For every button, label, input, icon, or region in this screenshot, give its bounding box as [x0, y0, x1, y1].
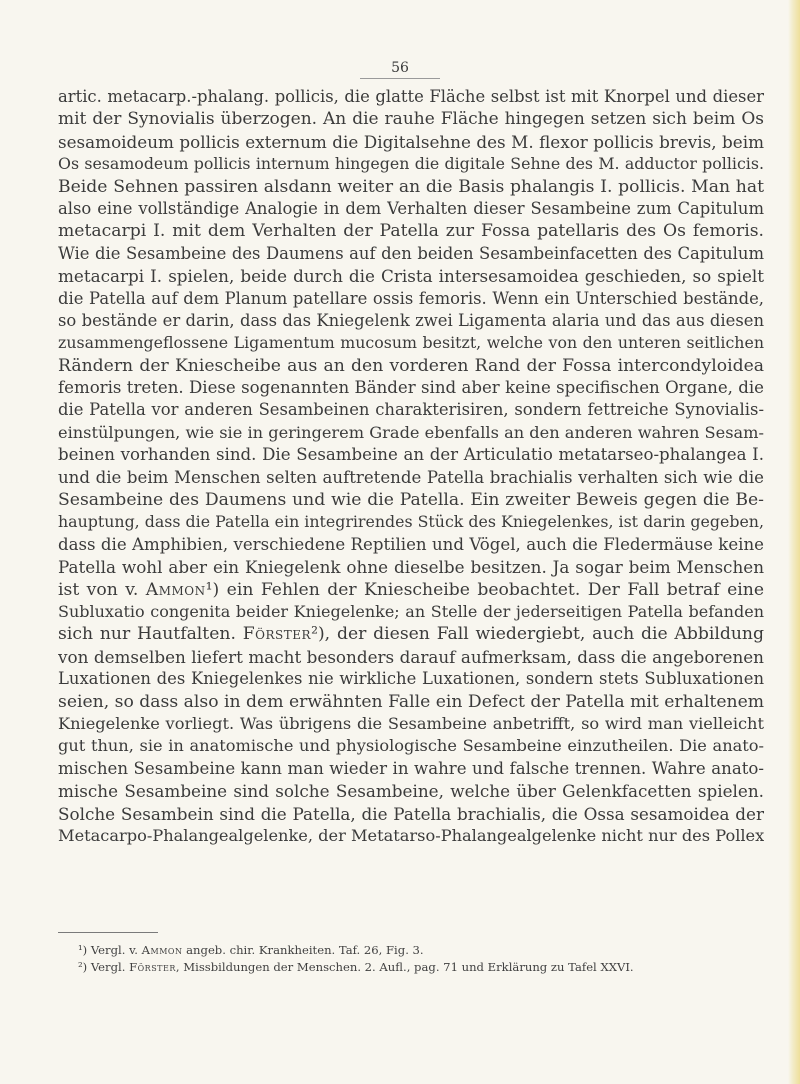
body-line: mischen Sesambeine kann man wieder in wahre und falsche trennen. Wahre anato- [58, 758, 764, 778]
body-line: Sesambeine des Daumens und wie die Patella. Ein zweiter Beweis gegen die Be- [58, 490, 764, 511]
footnote-2 [78, 959, 698, 976]
text-run: Vergl. v. [90, 943, 142, 957]
body-line: Wie die Sesambeine des Daumens auf den beiden Sesambeinfacetten des Capitulum [58, 243, 764, 263]
footnote-ref-1: ¹) [205, 579, 220, 600]
footnote-mark: ²) [78, 960, 88, 974]
body-line: artic. metacarp.-phalang. pollicis, die glatte Fläche selbst ist mit Knorpel und dieser [58, 87, 764, 106]
body-line: metacarpi I. mit dem Verhalten der Patella zur Fossa patellaris des Os femoris. [58, 221, 764, 242]
author-name-foerster: Förster [129, 960, 176, 974]
body-line: beinen vorhanden sind. Die Sesambeine an der Articulatio metatarseo-phalangea I. [58, 445, 764, 465]
footnote-mark: ¹) [78, 943, 88, 957]
body-line: Kniegelenke vorliegt. Was übrigens die Sesambeine anbetrifft, so wird man vielleicht [58, 713, 764, 733]
body-line: so bestände er darin, dass das Kniegelenk zwei Ligamenta alaria und das aus diesen [58, 310, 764, 330]
text-run: , Missbildungen der Menschen. 2. Aufl., pag. 71 und Erklärung zu Tafel XXVI. [175, 960, 634, 974]
body-line: die Patella vor anderen Sesambeinen charakterisiren, sondern fettreiche Synovialis- [58, 400, 764, 420]
page-edge [788, 0, 800, 1084]
body-text [58, 86, 764, 847]
body-line: einstülpungen, wie sie in geringerem Grade ebenfalls an den anderen wahren Sesam- [58, 422, 764, 442]
author-name-foerster: Förster [242, 624, 312, 645]
body-line: Luxationen des Kniegelenkes nie wirkliche Luxationen, sondern stets Subluxationen [58, 669, 764, 689]
author-name-ammon: Ammon [141, 943, 183, 957]
body-line: also eine vollständige Analogie in dem Verhalten dieser Sesambeine zum Capitulum [58, 198, 764, 218]
body-line-ammon [58, 579, 764, 601]
body-line: mit der Synovialis überzogen. An die rauhe Fläche hingegen setzen sich beim Os [58, 109, 764, 130]
body-line: Subluxatio congenita beider Kniegelenke; an Stelle der jederseitigen Patella befanden [58, 601, 764, 621]
text-run: sich nur Hautfalten. [58, 624, 243, 645]
body-line-foerster [58, 623, 764, 645]
body-line: Solche Sesambein sind die Patella, die Patella brachialis, die Ossa sesamoidea der [58, 803, 764, 824]
body-line: Beide Sehnen passiren alsdann weiter an die Basis phalangis I. pollicis. Man hat [58, 176, 764, 197]
body-line: zusammengeflossene Ligamentum mucosum besitzt, welche von den unteren seitlichen [58, 333, 764, 353]
body-line: femoris treten. Diese sogenannten Bänder sind aber keine specifischen Organe, die [58, 378, 764, 398]
text-run: angeb. chir. Krankheiten. Taf. 26, Fig. 3. [182, 943, 424, 957]
body-line: seien, so dass also in dem erwähnten Falle ein Defect der Patella mit erhaltenem [58, 691, 764, 712]
body-line: sesamoideum pollicis externum die Digitalsehne des M. flexor pollicis brevis, beim [58, 131, 764, 152]
author-name-ammon: Ammon [145, 579, 206, 600]
text-run: ist von v. [58, 579, 146, 600]
body-line: Rändern der Kniescheibe aus an den vorderen Rand der Fossa intercondyloidea [58, 355, 764, 376]
footnote-1 [78, 942, 698, 959]
body-line: hauptung, dass die Patella ein integrirendes Stück des Kniegelenkes, ist darin gegeben, [58, 512, 764, 532]
body-line: die Patella auf dem Planum patellare ossis femoris. Wenn ein Unterschied bestände, [58, 288, 764, 308]
body-line: und die beim Menschen selten auftretende Patella brachialis verhalten sich wie die [58, 467, 764, 487]
body-line: metacarpi I. spielen, beide durch die Crista intersesamoidea geschieden, so spielt [58, 266, 764, 287]
text-run: Vergl. [90, 960, 130, 974]
body-line: gut thun, sie in anatomische und physiologische Sesambeine einzutheilen. Die anato- [58, 736, 764, 756]
body-line: mische Sesambeine sind solche Sesambeine, welche über Gelenkfacetten spielen. [58, 781, 764, 802]
body-line: Patella wohl aber ein Kniegelenk ohne dieselbe besitzen. Ja sogar beim Menschen [58, 557, 764, 578]
body-line: dass die Amphibien, verschiedene Reptilien und Vögel, auch die Fledermäuse keine [58, 534, 764, 554]
body-line: Os sesamodeum pollicis internum hingegen die digitale Sehne des M. adductor pollicis. [58, 154, 764, 174]
footnotes [78, 942, 698, 976]
text-run: , der diesen Fall wiedergiebt, auch die Abbildung [324, 624, 764, 645]
footnote-ref-2: ²) [311, 624, 325, 645]
text-run: ein Fehlen der Kniescheibe beobachtet. Der Fall betraf eine [219, 579, 764, 600]
body-line: Metacarpo-Phalangealgelenke, der Metatarso-Phalangealgelenke nicht nur des Pollex [58, 825, 764, 845]
page-number: 56 [360, 60, 440, 79]
body-line: von demselben liefert macht besonders darauf aufmerksam, dass die angeborenen [58, 646, 764, 667]
footnote-divider [58, 932, 158, 933]
